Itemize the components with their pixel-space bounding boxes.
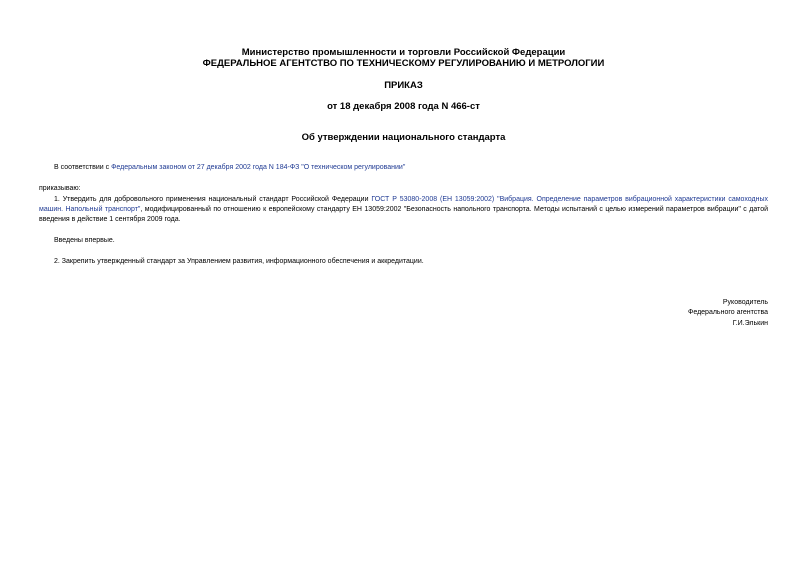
signature-name: Г.И.Элькин (732, 320, 768, 327)
item-2-paragraph: 2. Закрепить утвержденный стандарт за Управлением развития, информационного обеспечения и аккредитации. (54, 258, 424, 265)
document-subject: Об утверждении национального стандарта (301, 132, 506, 143)
agency-title: ФЕДЕРАЛЬНОЕ АГЕНТСТВО ПО ТЕХНИЧЕСКОМУ РЕГУЛИРОВАНИЮ И МЕТРОЛОГИИ (202, 58, 605, 69)
document-type: ПРИКАЗ (384, 80, 423, 91)
signature-position-line-2: Федерального агентства (688, 309, 768, 316)
federal-law-link[interactable]: Федеральным законом от 27 декабря 2002 года N 184-ФЗ "О техническом регулировании" (111, 164, 406, 171)
gost-standard-link[interactable]: ГОСТ Р 53080-2008 (ЕН 13059:2002) "Вибрация. Определение параметров вибрационной характеристики самоходных машин. Напольный транспорт" (39, 196, 769, 213)
signature-position-line-1: Руководитель (722, 299, 768, 306)
item-1-prefix: 1. Утвердить для добровольного применения национальный стандарт Российской Федерации (54, 196, 372, 203)
basis-paragraph (54, 163, 405, 173)
ministry-title: Министерство промышленности и торговли Российской Федерации (241, 47, 566, 58)
document-date-number: от 18 декабря 2008 года N 466-ст (327, 101, 480, 112)
first-introduced-note: Введены впервые. (54, 237, 115, 244)
order-word: приказываю: (39, 185, 81, 192)
item-1-paragraph (39, 195, 768, 225)
basis-prefix: В соответствии с (54, 164, 112, 171)
item-1-suffix: , модифицированный по отношению к европейскому стандарту ЕН 13059:2002 "Безопасность напольного транспорта. Методы испытаний с целью измерений параметров вибрации" с датой введения в действие 1 сентября 2009 года. (39, 206, 768, 223)
